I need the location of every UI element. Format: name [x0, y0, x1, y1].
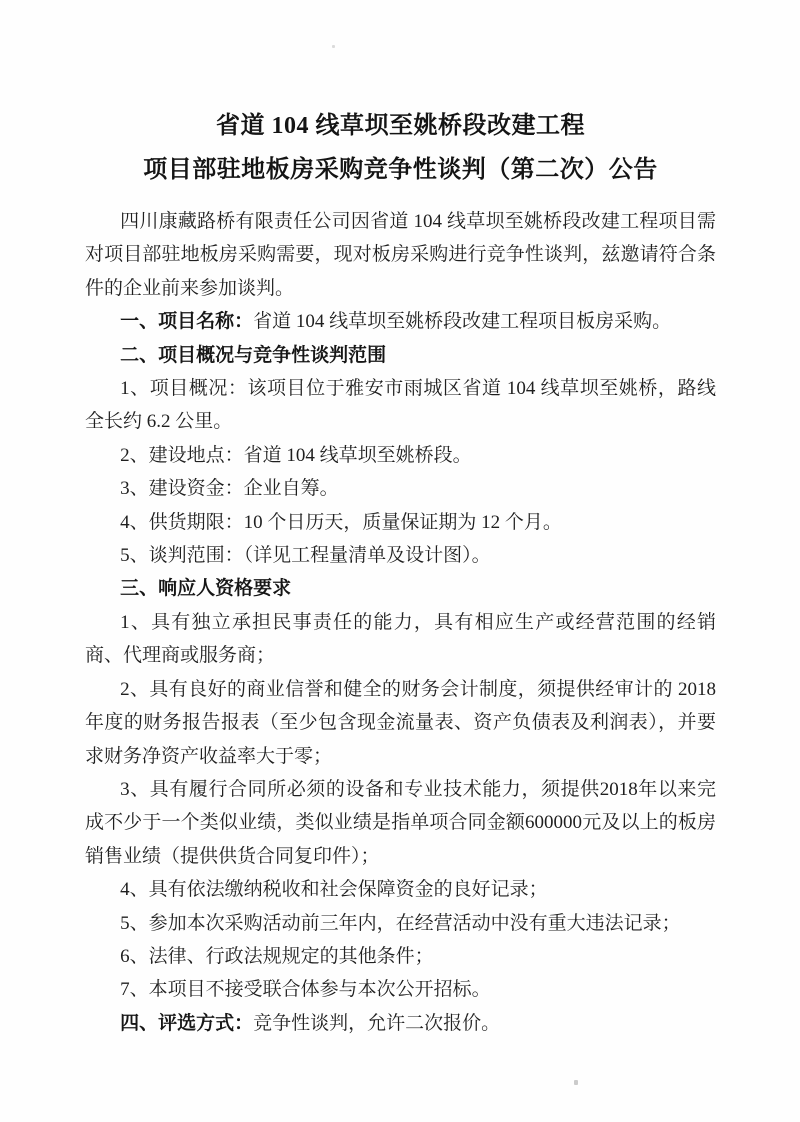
- paragraph-item: [85, 940, 716, 973]
- document-title-line1: 省道 104 线草坝至姚桥段改建工程: [216, 113, 585, 139]
- document-body: [85, 205, 716, 1040]
- paragraph-bold-label: 四、评选方式：: [120, 1012, 254, 1034]
- paragraph-item: [85, 873, 716, 906]
- paragraph-text: 1、项目概况：该项目位于雅安市雨城区省道 104 线草坝至姚桥，路线全长约 6.2 公里。: [85, 378, 716, 433]
- paragraph-text: 7、本项目不接受联合体参与本次公开招标。: [120, 979, 491, 1001]
- paragraph-text: 5、谈判范围：（详见工程量清单及设计图）。: [120, 545, 491, 567]
- paragraph-bold-label: 二、项目概况与竞争性谈判范围: [120, 344, 387, 366]
- paragraph-text: 1、具有独立承担民事责任的能力，具有相应生产或经营范围的经销商、代理商或服务商；: [85, 611, 716, 667]
- paragraph-item: [85, 472, 716, 505]
- paragraph-text: 四川康藏路桥有限责任公司因省道 104 线草坝至姚桥段改建工程项目需对项目部驻地板房采购需要，现对板房采购进行竞争性谈判，兹邀请符合条件的企业前来参加谈判。: [85, 211, 716, 299]
- paragraph-item: [85, 907, 716, 940]
- paragraph-text: 3、建设资金：企业自筹。: [120, 478, 339, 500]
- paragraph-item: [85, 973, 716, 1006]
- paragraph-text: 2、具有良好的商业信誉和健全的财务会计制度，须提供经审计的 2018 年度的财务报告报表（至少包含现金流量表、资产负债表及利润表），并要求财务净资产收益率大于零；: [85, 678, 716, 767]
- paragraph-item: [85, 506, 716, 539]
- scan-artifact-dot: [574, 1080, 578, 1085]
- paragraph-item: [85, 539, 716, 572]
- paragraph-section-4: [85, 1007, 716, 1040]
- paragraph-text: 4、供货期限：10 个日历天，质量保证期为 12 个月。: [120, 511, 562, 533]
- paragraph-section-3: [85, 572, 716, 605]
- scan-artifact-dot: [332, 45, 335, 48]
- paragraph-bold-label: 一、项目名称：: [120, 311, 254, 333]
- paragraph-item: [85, 673, 716, 773]
- paragraph-bold-label: 三、响应人资格要求: [120, 578, 292, 600]
- paragraph-section-1: [85, 305, 716, 338]
- paragraph-intro: [85, 205, 716, 305]
- paragraph-text: 竞争性谈判，允许二次报价。: [253, 1012, 501, 1034]
- paragraph-text: 4、具有依法缴纳税收和社会保障资金的良好记录；: [120, 879, 548, 901]
- paragraph-text: 6、法律、行政法规规定的其他条件；: [120, 945, 434, 967]
- paragraph-item: [85, 372, 716, 439]
- paragraph-text: 省道 104 线草坝至姚桥段改建工程项目板房采购。: [253, 311, 672, 333]
- paragraph-item: [85, 439, 716, 472]
- paragraph-item: [85, 773, 716, 873]
- paragraph-item: [85, 606, 716, 673]
- paragraph-text: 5、参加本次采购活动前三年内，在经营活动中没有重大违法记录；: [120, 912, 681, 934]
- paragraph-text: 3、具有履行合同所必须的设备和专业技术能力，须提供2018年以来完成不少于一个类似业绩，类似业绩是指单项合同金额600000元及以上的板房销售业绩（提供供货合同复印件）；: [85, 778, 716, 867]
- paragraph-text: 2、建设地点：省道 104 线草坝至姚桥段。: [120, 444, 472, 466]
- paragraph-section-2: [85, 339, 716, 372]
- document-title-line2: 项目部驻地板房采购竞争性谈判（第二次）公告: [143, 157, 658, 183]
